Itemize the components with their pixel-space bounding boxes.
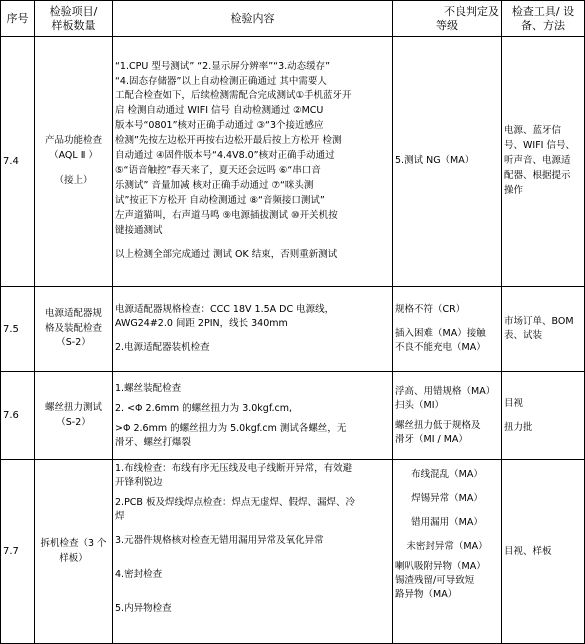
content-line: 工配合检查如下，后续检测需配合完成测试①手机蓝牙开 <box>115 90 352 102</box>
content-line: 试”按正下方松开 自动检测通过 ⑧“音频接口测试” <box>115 194 325 206</box>
row-content <box>113 37 393 287</box>
row-grade <box>393 372 502 460</box>
row-content <box>113 372 393 460</box>
content-line: 1.螺丝装配检查 <box>115 382 182 394</box>
content-line: 2. <Φ 2.6mm 的螺丝扭力为 3.0kgf.cm, <box>115 402 293 414</box>
header-item-line2: 样板数量 <box>51 18 96 32</box>
row-item-line1: 电源适配器规 <box>44 307 102 319</box>
header-item <box>35 1 113 37</box>
content-line: 1.布线检查：布线有序无压线及电子线断开异常，有效避 <box>115 463 353 474</box>
row-item-line2: （AQL Ⅱ ） <box>49 150 98 162</box>
table-row <box>1 287 585 372</box>
header-tool-line1: 检查工具/ 设 <box>511 4 575 18</box>
row-content <box>113 460 393 644</box>
grade-line: 路异物（MA） <box>395 589 458 600</box>
content-line: 电源适配器规格检查：CCC 18V 1.5A DC 电源线， <box>115 304 335 315</box>
header-item-line1: 检验项目/ <box>49 4 98 18</box>
content-line: 2.PCB 板及焊线焊点检查：焊点无虚焊、假焊、漏焊、冷 <box>115 497 355 508</box>
content-line: 检测”先按左边松开再按右边松开最后按上方松开 检测 <box>115 135 342 147</box>
row-item <box>35 460 113 644</box>
row-grade <box>393 460 502 644</box>
row-tool <box>502 287 585 372</box>
tool-line: 操作 <box>504 184 524 196</box>
header-grade <box>393 1 502 37</box>
grade-line: 螺丝扭力低于规格及 <box>395 419 481 431</box>
grade-line: 浮高、用错规格（MA） <box>395 385 496 397</box>
content-line: 开锋利锐边 <box>115 477 163 488</box>
row-item-line2: 格及装配检查 <box>44 322 102 334</box>
grade-line: 规格不符（CR） <box>395 304 466 315</box>
row-seq: 7.7 <box>1 460 35 644</box>
row-item-line1: 拆机检查（3 个 <box>40 537 107 549</box>
row-seq: 7.4 <box>1 37 35 287</box>
content-line: 自动通过 ④固件版本号“4.4V8.0”核对正确手动通过 <box>115 150 335 162</box>
row-tool: 目视、样板 <box>502 460 585 644</box>
row-item-line2: （S-2） <box>56 416 91 428</box>
row-content <box>113 287 393 372</box>
content-line: “4.固态存储器”以上自动检测正确通过 其中需要人 <box>115 75 327 87</box>
content-line: 乐测试” 音量加减 核对正确手动通过 ⑦“咪头测 <box>115 179 314 191</box>
row-item-line2: 样板） <box>59 552 88 564</box>
row-item-line3: （S-2） <box>56 337 91 349</box>
tool-line: 表、试装 <box>504 330 543 341</box>
header-content: 检验内容 <box>113 1 393 37</box>
grade-line: 布线混乱（MA） <box>411 469 483 480</box>
tool-line: 市场订单、BOM <box>504 316 574 327</box>
header-seq: 序号 <box>1 1 35 37</box>
row-grade: 5.测试 NG（MA） <box>393 37 502 287</box>
row-item-line1: 螺丝扭力测试 <box>44 401 102 413</box>
content-line: 4.密封检查 <box>115 569 163 580</box>
row-item <box>35 37 113 287</box>
content-line: “1.CPU 型号测试” “2.显示屏分辨率”“3.动态缓存” <box>115 60 331 72</box>
content-line: 启 检测自动通过 WIFI 信号 自动检测通过 ②MCU <box>115 105 324 117</box>
grade-line: 焊锡异常（MA） <box>411 493 483 504</box>
content-line: 焊 <box>115 511 125 522</box>
content-line: AWG24#2.0 间距 2PIN，线长 340mm <box>115 318 288 329</box>
table-row <box>1 37 585 287</box>
row-item <box>35 372 113 460</box>
grade-line: 未密封异常（MA） <box>406 541 488 552</box>
content-line: 滑牙、螺丝打爆裂 <box>115 436 192 448</box>
row-grade <box>393 287 502 372</box>
row-tool <box>502 372 585 460</box>
tool-line: 扭力批 <box>504 421 533 433</box>
grade-line: 插入困难（MA）接触 <box>395 328 486 339</box>
tool-line: 配器、根据提示 <box>504 169 571 181</box>
header-grade-line1: 不良判定及 <box>444 4 499 18</box>
content-line: 5.内异物检查 <box>115 603 172 614</box>
header-grade-line2: 等级 <box>436 18 458 32</box>
tool-line: 电源、蓝牙信 <box>504 125 562 137</box>
grade-line: 错用漏用（MA） <box>411 517 483 528</box>
grade-line: 喇叭吸附异物（MA） <box>395 561 486 572</box>
row-item <box>35 287 113 372</box>
content-line: 左声道猫叫，右声道马鸣 ⑨电源插拔测试 ⑩开关机按 <box>115 209 338 221</box>
grade-line: 锡渣残留/可导致短 <box>395 575 475 586</box>
header-tool <box>502 1 585 37</box>
row-item-line1: 产品功能检查 <box>44 135 102 147</box>
row-seq: 7.5 <box>1 287 35 372</box>
tool-line: 号、WIFI 信号、 <box>504 140 575 152</box>
content-line: 版本号“0801”核对正确手动通过 ③“3个接近感应 <box>115 120 324 132</box>
grade-line: 滑牙（MI / MA） <box>395 433 468 445</box>
header-row <box>1 1 585 37</box>
grade-line: 扫头（MI） <box>395 399 444 411</box>
row-tool <box>502 37 585 287</box>
tool-line: 目视 <box>504 397 524 409</box>
row-item-line3: （接上） <box>54 174 93 186</box>
header-tool-line2: 备、方法 <box>521 18 565 32</box>
table-row <box>1 460 585 644</box>
row-seq: 7.6 <box>1 372 35 460</box>
table-row <box>1 372 585 460</box>
content-footer: 以上检测全部完成通过 测试 OK 结束，否则重新测试 <box>115 249 338 261</box>
tool-line: 听声音、电源适 <box>504 155 571 167</box>
grade-line: 不良不能充电（MA） <box>395 342 486 353</box>
content-line: >Φ 2.6mm 的螺丝扭力为 5.0kgf.cm 测试各螺丝，无 <box>115 422 347 434</box>
content-line: 键接通测试 <box>115 224 163 236</box>
content-line: ⑤“语音触控”春天来了，夏天还会远吗 ⑥“串口音 <box>115 164 321 176</box>
content-footer: 2.电源适配器装机检查 <box>115 342 210 353</box>
content-line: 3.元器件规格核对检查无错用漏用异常及氧化异常 <box>115 535 324 546</box>
